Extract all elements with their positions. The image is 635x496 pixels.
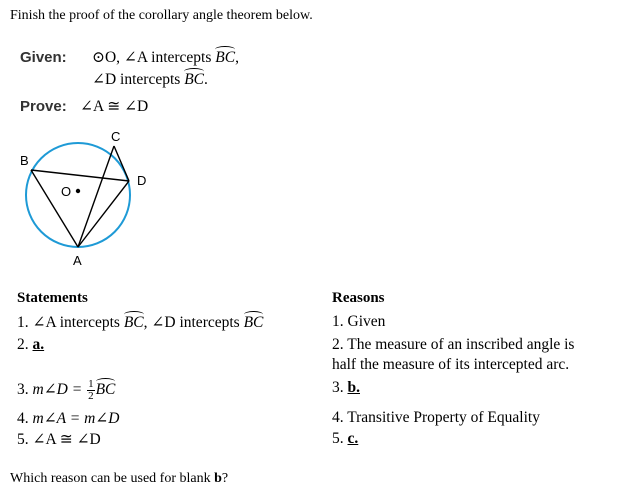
center-point bbox=[76, 189, 80, 193]
fraction-numerator: 1 bbox=[88, 378, 94, 390]
blank-b: b. bbox=[347, 379, 360, 396]
statement-5-num: 5. bbox=[17, 431, 29, 448]
reason-1: 1. Given bbox=[332, 313, 386, 330]
reason-2-line-1: 2. The measure of an inscribed angle is bbox=[332, 336, 575, 353]
statement-1-text-a: ∠A intercepts bbox=[32, 314, 120, 331]
chord-ac bbox=[78, 146, 114, 247]
given-arc-bc-2: BC bbox=[184, 71, 204, 88]
fraction-denominator: 2 bbox=[88, 390, 94, 402]
statement-4-text: m∠A = m∠D bbox=[32, 410, 120, 427]
statement-4 bbox=[17, 409, 119, 428]
question-bold: b bbox=[214, 471, 222, 486]
question-after: ? bbox=[221, 471, 229, 486]
statement-1-arc-2: BC bbox=[243, 314, 264, 331]
blank-c: c. bbox=[347, 430, 359, 447]
statement-2 bbox=[17, 336, 44, 354]
statement-5 bbox=[17, 430, 101, 449]
statement-1-arc-1: BC bbox=[123, 314, 144, 331]
chord-ad bbox=[78, 181, 129, 247]
statement-1-text-b: , ∠D intercepts bbox=[143, 314, 240, 331]
statement-3 bbox=[17, 379, 115, 402]
statement-3-num: 3. bbox=[17, 381, 29, 399]
statement-2-num: 2. bbox=[17, 336, 29, 353]
circle-o bbox=[26, 143, 130, 247]
statement-3-text: m∠D = bbox=[32, 381, 83, 399]
chord-ab bbox=[31, 170, 78, 247]
label-o: O bbox=[61, 184, 72, 199]
reason-2-line-2: half the measure of its intercepted arc. bbox=[332, 356, 570, 373]
one-half-fraction bbox=[87, 379, 95, 402]
statement-1-num: 1. bbox=[17, 314, 29, 331]
chord-bd bbox=[31, 170, 129, 181]
given-arc-bc: BC bbox=[215, 49, 236, 66]
statements-header: Statements bbox=[17, 290, 88, 306]
prove-label: Prove: bbox=[20, 98, 67, 115]
chord-cd bbox=[114, 146, 129, 181]
prove-statement: ∠A ≅ ∠D bbox=[80, 98, 149, 115]
given-line-2-text: ∠D intercepts bbox=[92, 71, 181, 88]
statement-5-text: ∠A ≅ ∠D bbox=[32, 431, 101, 448]
given-line-1-text: ⊙O, ∠A intercepts bbox=[92, 49, 212, 66]
reasons-header: Reasons bbox=[332, 290, 385, 306]
label-a: A bbox=[73, 253, 82, 268]
label-c: C bbox=[111, 129, 121, 144]
reason-5 bbox=[332, 430, 358, 448]
question-before: Which reason can be used for blank bbox=[10, 471, 215, 486]
reason-3 bbox=[332, 379, 360, 397]
label-b: B bbox=[20, 153, 29, 168]
reason-3-num: 3. bbox=[332, 379, 344, 396]
reason-5-num: 5. bbox=[332, 430, 344, 447]
blank-a: a. bbox=[32, 336, 45, 353]
statement-1 bbox=[17, 313, 263, 332]
given-line-1-end: , bbox=[235, 49, 239, 66]
reason-4: 4. Transitive Property of Equality bbox=[332, 409, 540, 426]
statement-3-arc: BC bbox=[95, 381, 116, 399]
given-label: Given: bbox=[20, 49, 67, 66]
statement-4-num: 4. bbox=[17, 410, 29, 427]
intro-text: Finish the proof of the corollary angle theorem below. bbox=[10, 8, 313, 23]
label-d: D bbox=[137, 173, 147, 188]
given-line-2-end: . bbox=[204, 71, 208, 88]
question-text bbox=[10, 471, 228, 487]
